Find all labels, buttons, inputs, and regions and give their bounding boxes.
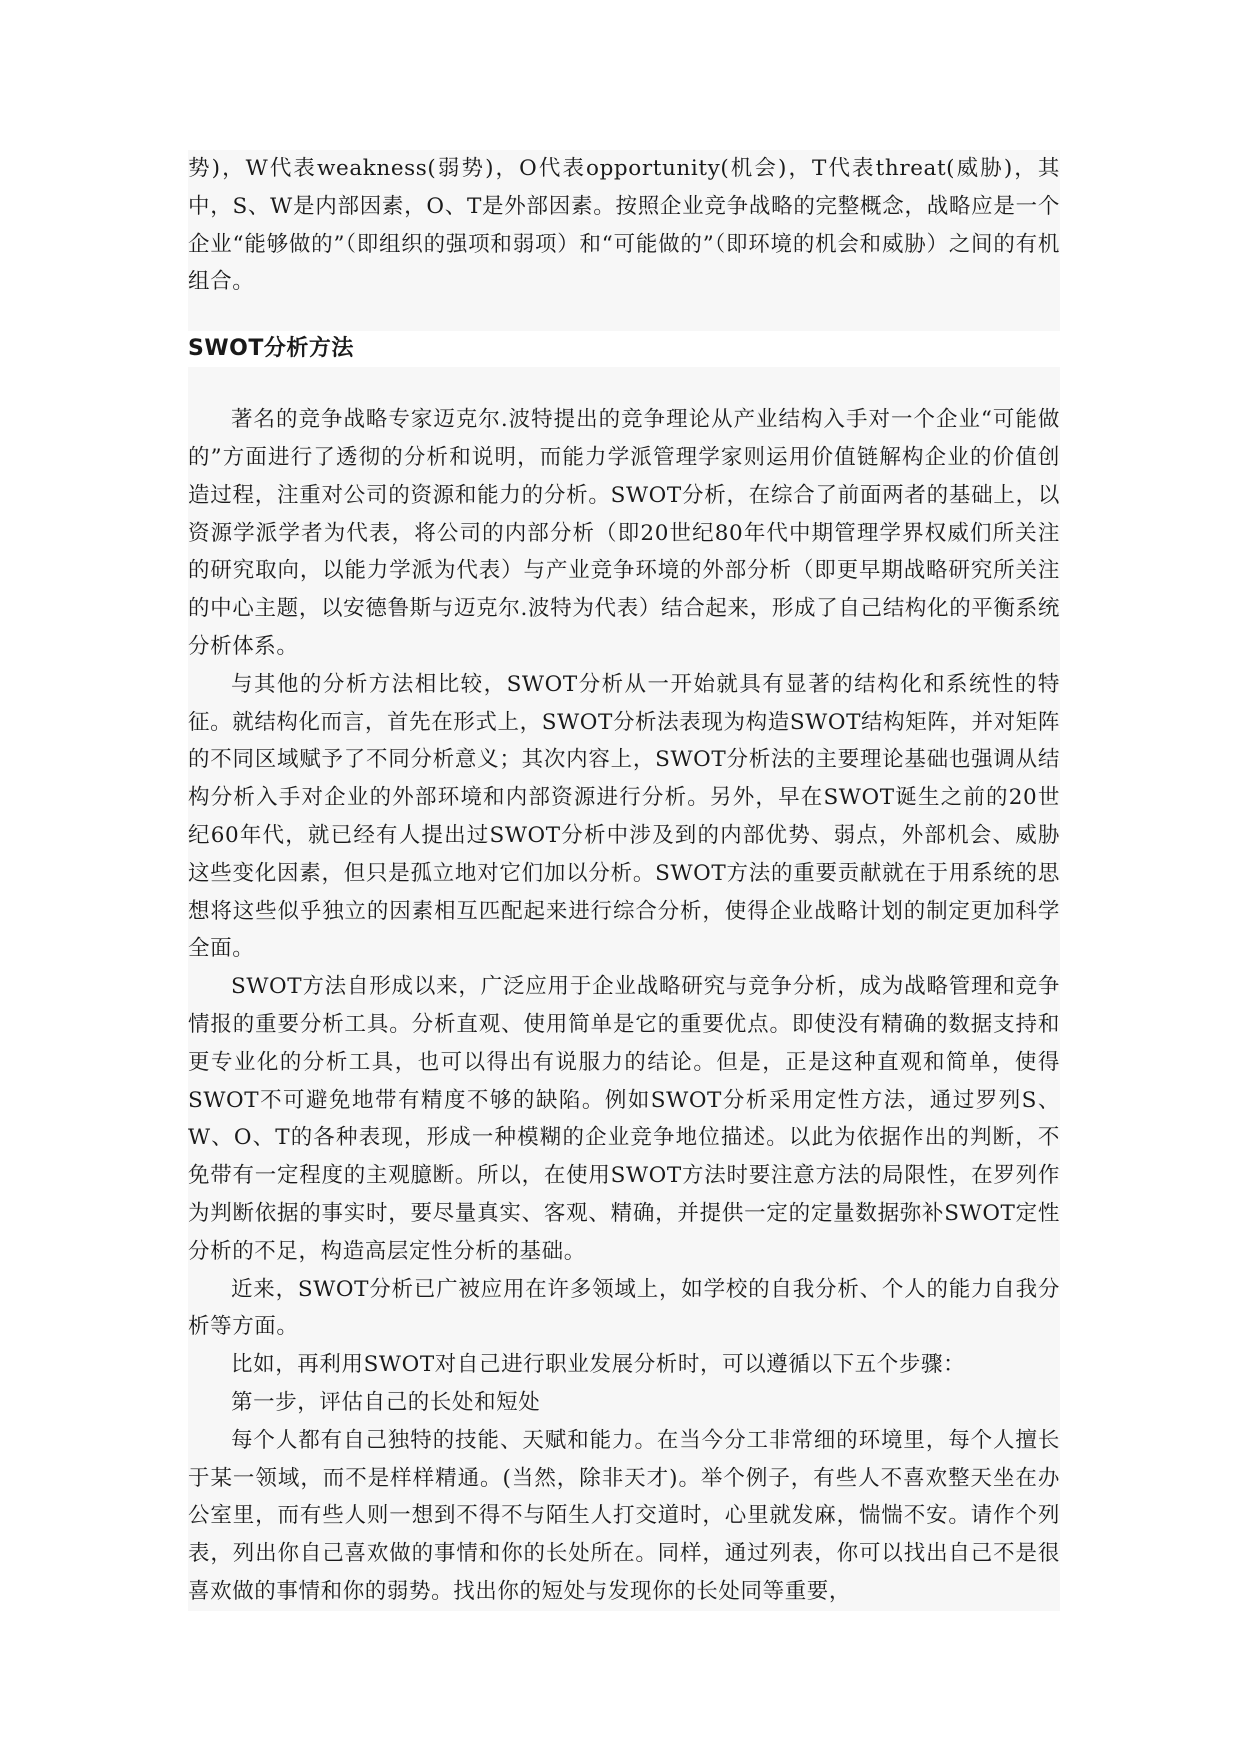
intro-paragraph: 势)，W代表weakness(弱势)，O代表opportunity(机会)，T代表threat(威胁)，其中，S、W是内部因素，O、T是外部因素。按照企业竞争战略的完整概念，战略应是一个企业“能够做的”（即组织的强项和弱项）和“可能做的”（即环境的机会和威胁）之间的有机组合。 — [188, 156, 1060, 295]
paragraph-1: 著名的竞争战略专家迈克尔.波特提出的竞争理论从产业结构入手对一个企业“可能做的”方面进行了透彻的分析和说明，而能力学派管理学家则运用价值链解构企业的价值创造过程，注重对公司的资源和能力的分析。SWOT分析，在综合了前面两者的基础上，以资源学派学者为代表，将公司的内部分析（即20世纪80年代中期管理学界权威们所关注的研究取向，以能力学派为代表）与产业竞争环境的外部分析（即更早期战略研究所关注的中心主题，以安德鲁斯与迈克尔.波特为代表）结合起来，形成了自己结构化的平衡系统分析体系。 — [188, 407, 1060, 659]
paragraph-6: 第一步，评估自己的长处和短处 — [231, 1389, 541, 1415]
paragraph-3: SWOT方法自形成以来，广泛应用于企业战略研究与竞争分析，成为战略管理和竞争情报的重要分析工具。分析直观、使用简单是它的重要优点。即使没有精确的数据支持和更专业化的分析工具，也可以得出有说服力的结论。但是，正是这种直观和简单，使得SWOT不可避免地带有精度不够的缺陷。例如SWOT分析采用定性方法，通过罗列S、W、O、T的各种表现，形成一种模糊的企业竞争地位描述。以此为依据作出的判断，不免带有一定程度的主观臆断。所以，在使用SWOT方法时要注意方法的局限性，在罗列作为判断依据的事实时，要尽量真实、客观、精确，并提供一定的定量数据弥补SWOT定性分析的不足，构造高层定性分析的基础。 — [188, 974, 1060, 1264]
paragraph-4: 近来，SWOT分析已广被应用在许多领域上，如学校的自我分析、个人的能力自我分析等方面。 — [188, 1276, 1060, 1340]
section-heading: SWOT分析方法 — [186, 331, 1060, 367]
document-body — [188, 150, 1060, 1611]
paragraph-5: 比如，再利用SWOT对自己进行职业发展分析时，可以遵循以下五个步骤： — [231, 1352, 966, 1378]
paragraph-7: 每个人都有自己独特的技能、天赋和能力。在当今分工非常细的环境里，每个人擅长于某一领域，而不是样样精通。(当然，除非天才)。举个例子，有些人不喜欢整天坐在办公室里，而有些人则一想到不得不与陌生人打交道时，心里就发麻，惴惴不安。请作个列表，列出你自己喜欢做的事情和你的长处所在。同样，通过列表，你可以找出自己不是很喜欢做的事情和你的弱势。找出你的短处与发现你的长处同等重要， — [188, 1427, 1060, 1604]
paragraph-2: 与其他的分析方法相比较，SWOT分析从一开始就具有显著的结构化和系统性的特征。就结构化而言，首先在形式上，SWOT分析法表现为构造SWOT结构矩阵，并对矩阵的不同区域赋予了不同分析意义；其次内容上，SWOT分析法的主要理论基础也强调从结构分析入手对企业的外部环境和内部资源进行分析。另外，早在SWOT诞生之前的20世纪60年代，就已经有人提出过SWOT分析中涉及到的内部优势、弱点，外部机会、威胁这些变化因素，但只是孤立地对它们加以分析。SWOT方法的重要贡献就在于用系统的思想将这些似乎独立的因素相互匹配起来进行综合分析，使得企业战略计划的制定更加科学全面。 — [188, 671, 1060, 962]
